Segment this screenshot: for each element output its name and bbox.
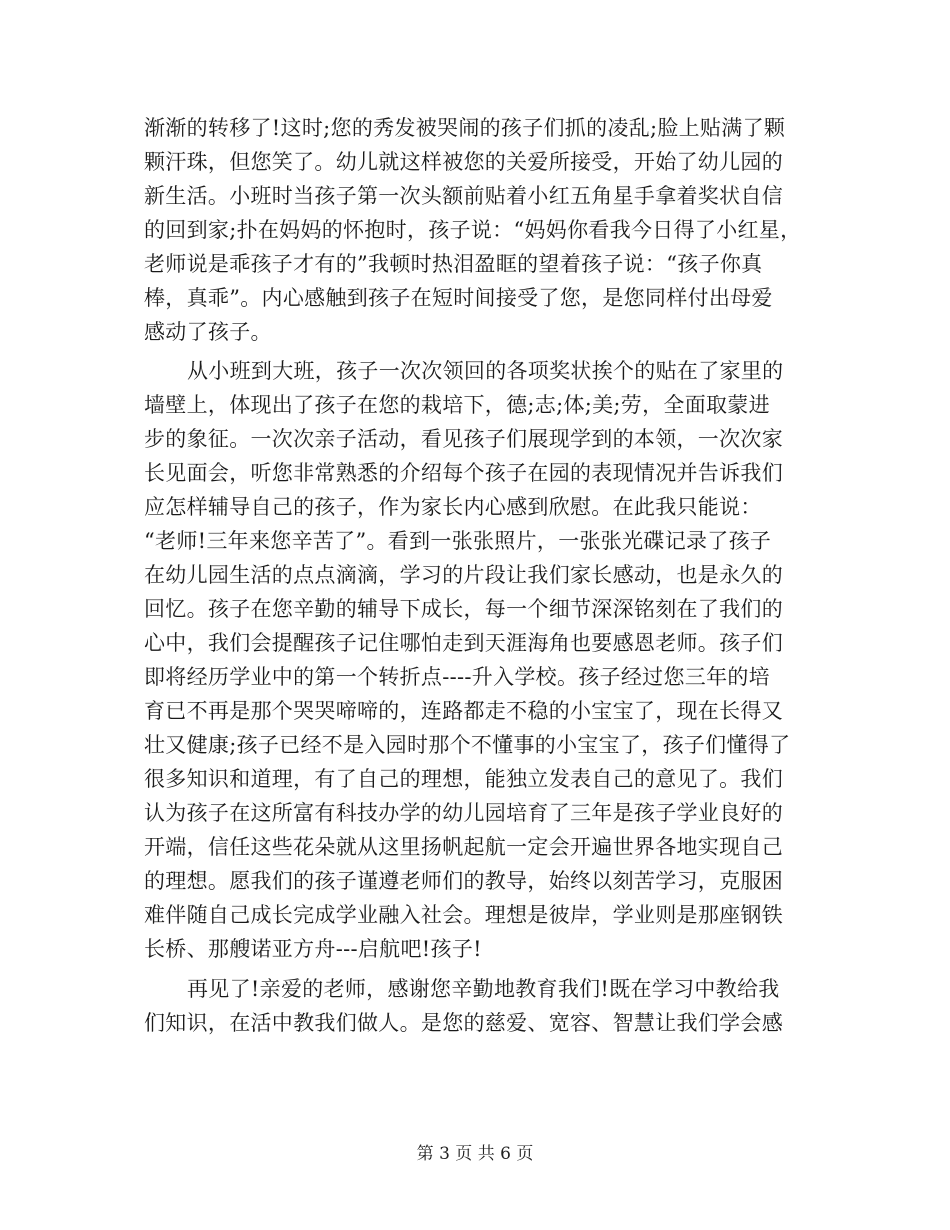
text-line: 步的象征。一次次亲子活动，看见孩子们展现学到的本领，一次次家	[144, 427, 783, 451]
text-line: 很多知识和道理，有了自己的理想，能独立发表自己的意见了。我们	[144, 767, 783, 791]
text-line: 老师说是乖孩子才有的”我顿时热泪盈眶的望着孩子说：“孩子你真	[144, 252, 763, 276]
text-line: “老师!三年来您辛苦了”。看到一张张照片，一张张光碟记录了孩子	[144, 529, 772, 553]
text-line: 新生活。小班时当孩子第一次头额前贴着小红五角星手拿着奖状自信	[144, 184, 783, 208]
page-number-footer: 第 3 页 共 6 页	[416, 1144, 534, 1164]
text-line: 壮又健康;孩子已经不是入园时那个不懂事的小宝宝了，孩子们懂得了	[144, 733, 791, 757]
text-line: 们知识，在活中教我们做人。是您的慈爱、宽容、智慧让我们学会感	[144, 1011, 783, 1035]
text-line: 长见面会，听您非常熟悉的介绍每个孩子在园的表现情况并告诉我们	[144, 461, 783, 485]
text-line: 应怎样辅导自己的孩子，作为家长内心感到欣慰。在此我只能说：	[144, 495, 762, 519]
text-line: 感动了孩子。	[144, 320, 272, 344]
text-line: 长桥、那艘诺亚方舟---启航吧!孩子!	[144, 937, 482, 961]
text-line: 颗汗珠，但您笑了。幼儿就这样被您的关爱所接受，开始了幼儿园的	[144, 150, 783, 174]
paragraph-start-line: 从小班到大班，孩子一次次领回的各项奖状挨个的贴在了家里的	[187, 359, 784, 383]
text-line: 棒，真乖”。内心感触到孩子在短时间接受了您，是您同样付出母爱	[144, 286, 773, 310]
text-line: 墙壁上，体现出了孩子在您的栽培下，德;志;体;美;劳，全面取蒙进	[144, 393, 770, 417]
text-line: 开端，信任这些花朵就从这里扬帆起航一定会开遍世界各地实现自己	[144, 835, 783, 859]
text-line: 的理想。愿我们的孩子谨遵老师们的教导，始终以刻苦学习，克服困	[144, 869, 783, 893]
text-line: 的回到家;扑在妈妈的怀抱时，孩子说：“妈妈你看我今日得了小红星，	[144, 218, 802, 242]
text-line: 渐渐的转移了!这时;您的秀发被哭闹的孩子们抓的凌乱;脸上贴满了颗	[144, 116, 786, 140]
paragraph-start-line: 再见了!亲爱的老师，感谢您辛勤地教育我们!既在学习中教给我	[187, 977, 780, 1001]
text-line: 即将经历学业中的第一个转折点----升入学校。孩子经过您三年的培	[144, 665, 770, 689]
text-line: 难伴随自己成长完成学业融入社会。理想是彼岸，学业则是那座钢铁	[144, 903, 783, 927]
text-line: 认为孩子在这所富有科技办学的幼儿园培育了三年是孩子学业良好的	[144, 801, 783, 825]
text-line: 育已不再是那个哭哭啼啼的，连路都走不稳的小宝宝了，现在长得又	[144, 699, 783, 723]
text-line: 回忆。孩子在您辛勤的辅导下成长，每一个细节深深铭刻在了我们的	[144, 597, 783, 621]
text-line: 在幼儿园生活的点点滴滴，学习的片段让我们家长感动，也是永久的	[144, 563, 783, 587]
text-line: 心中，我们会提醒孩子记住哪怕走到天涯海角也要感恩老师。孩子们	[144, 631, 783, 655]
